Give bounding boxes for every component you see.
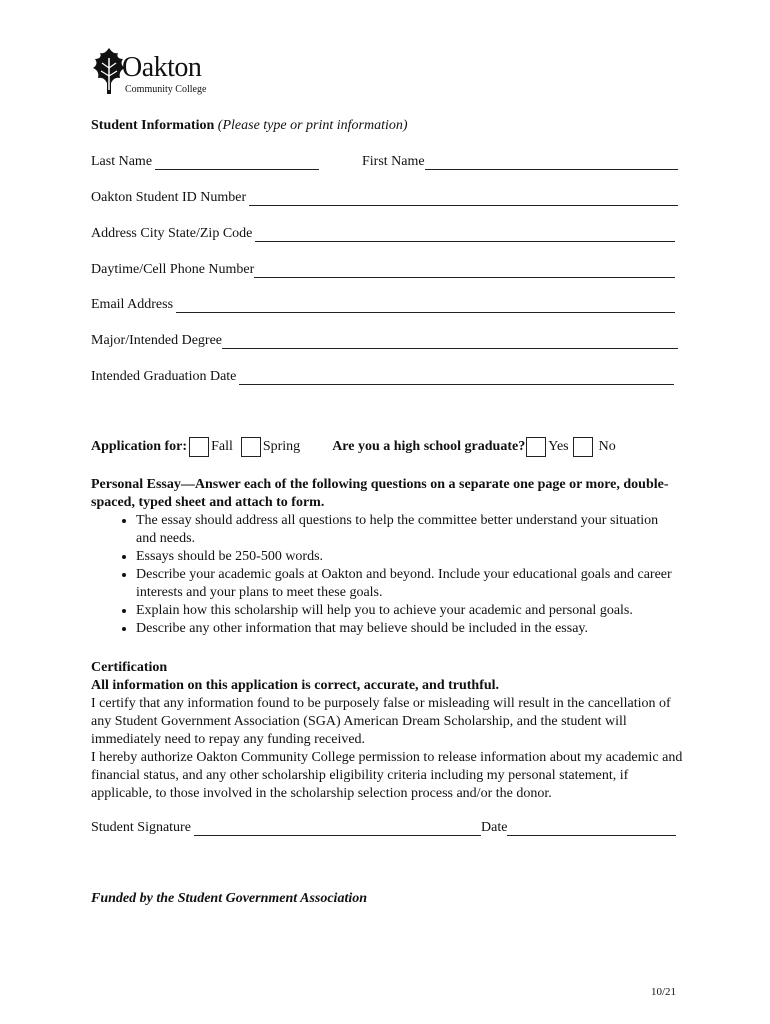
fall-label: Fall (211, 439, 233, 454)
student-id-line[interactable] (249, 191, 678, 206)
last-name-label: Last Name (91, 154, 153, 169)
essay-bullet-list (91, 512, 681, 638)
email-field[interactable] (91, 297, 675, 313)
certification-paragraph-1: I certify that any information found to be purposely false or misleading will result in the cancellation of any Student Government Association (SGA) American Dream Scholarship, and the student will immediately need to repay any funding received. (91, 696, 671, 747)
essay-bullet: • Explain how this scholarship will help you to achieve your academic and personal goals. (136, 602, 681, 620)
signature-label: Student Signature (91, 820, 191, 835)
email-label: Email Address (91, 297, 174, 312)
first-name-field[interactable] (362, 154, 678, 170)
graduation-field[interactable] (91, 369, 674, 385)
date-label: Date (481, 820, 508, 835)
date-field[interactable] (481, 820, 676, 836)
certification-heading: Certification (91, 660, 168, 675)
signature-field[interactable] (91, 820, 481, 836)
certification-subheading: All information on this application is correct, accurate, and truthful. (91, 678, 500, 693)
funded-note (91, 891, 367, 907)
fall-option[interactable] (187, 437, 233, 457)
email-line[interactable] (176, 298, 675, 313)
essay-bullet: • Describe any other information that may believe should be included in the essay. (136, 620, 681, 638)
application-label: Application for: (91, 439, 188, 454)
fall-checkbox[interactable] (189, 437, 209, 457)
yes-checkbox[interactable] (526, 437, 546, 457)
oak-leaf-icon (92, 46, 126, 96)
student-info-heading (91, 118, 408, 134)
last-name-field[interactable] (91, 154, 319, 170)
address-label: Address City State/Zip Code (91, 226, 253, 241)
essay-bullet: • The essay should address all questions to help the committee better understand your situation and needs. (136, 512, 681, 548)
essay-bullet: • Describe your academic goals at Oakton and beyond. Include your educational goals and career interests and your plans to meet these goals. (136, 566, 681, 602)
spring-checkbox[interactable] (241, 437, 261, 457)
address-field[interactable] (91, 226, 675, 242)
yes-option[interactable] (525, 437, 568, 457)
first-name-line[interactable] (425, 155, 678, 170)
student-id-field[interactable] (91, 190, 678, 206)
logo-subtitle: Community College (125, 84, 207, 95)
essay-bullet: • Essays should be 250-500 words. (136, 548, 681, 566)
student-id-label: Oakton Student ID Number (91, 190, 247, 205)
essay-section (91, 476, 681, 638)
phone-line[interactable] (254, 263, 675, 278)
spring-option[interactable] (237, 437, 300, 457)
spring-label: Spring (262, 439, 301, 454)
major-label: Major/Intended Degree (91, 333, 222, 348)
version-label: 10/21 (651, 986, 677, 998)
funded-text: Funded by the Student Government Association (91, 891, 368, 906)
application-row (91, 437, 691, 457)
address-line[interactable] (255, 227, 675, 242)
date-line[interactable] (507, 821, 676, 836)
last-name-line[interactable] (155, 155, 319, 170)
certification-section (91, 659, 683, 803)
no-checkbox[interactable] (573, 437, 593, 457)
logo-name: Oakton (122, 52, 202, 83)
major-field[interactable] (91, 333, 678, 349)
hs-question: Are you a high school graduate? (332, 439, 526, 454)
yes-label: Yes (548, 439, 569, 454)
college-logo (92, 46, 222, 100)
section-note: (Please type or print information) (217, 118, 408, 133)
graduation-line[interactable] (239, 370, 674, 385)
section-title: Student Information (91, 118, 215, 133)
essay-heading: Personal Essay—Answer each of the following questions on a separate one page or more, double-spaced, typed sheet and attach to form. (91, 477, 669, 510)
signature-line[interactable] (194, 821, 481, 836)
phone-label: Daytime/Cell Phone Number (91, 262, 255, 277)
major-line[interactable] (222, 334, 678, 349)
phone-field[interactable] (91, 262, 675, 278)
no-label: No (598, 439, 616, 454)
no-option[interactable] (569, 437, 616, 457)
first-name-label: First Name (362, 154, 425, 169)
graduation-label: Intended Graduation Date (91, 369, 237, 384)
certification-paragraph-2: I hereby authorize Oakton Community College permission to release information about my academic and financial status, and any other scholarship eligibility criteria including my personal statement, if applicable, to those involved in the scholarship selection process and/or the donor. (91, 750, 683, 801)
